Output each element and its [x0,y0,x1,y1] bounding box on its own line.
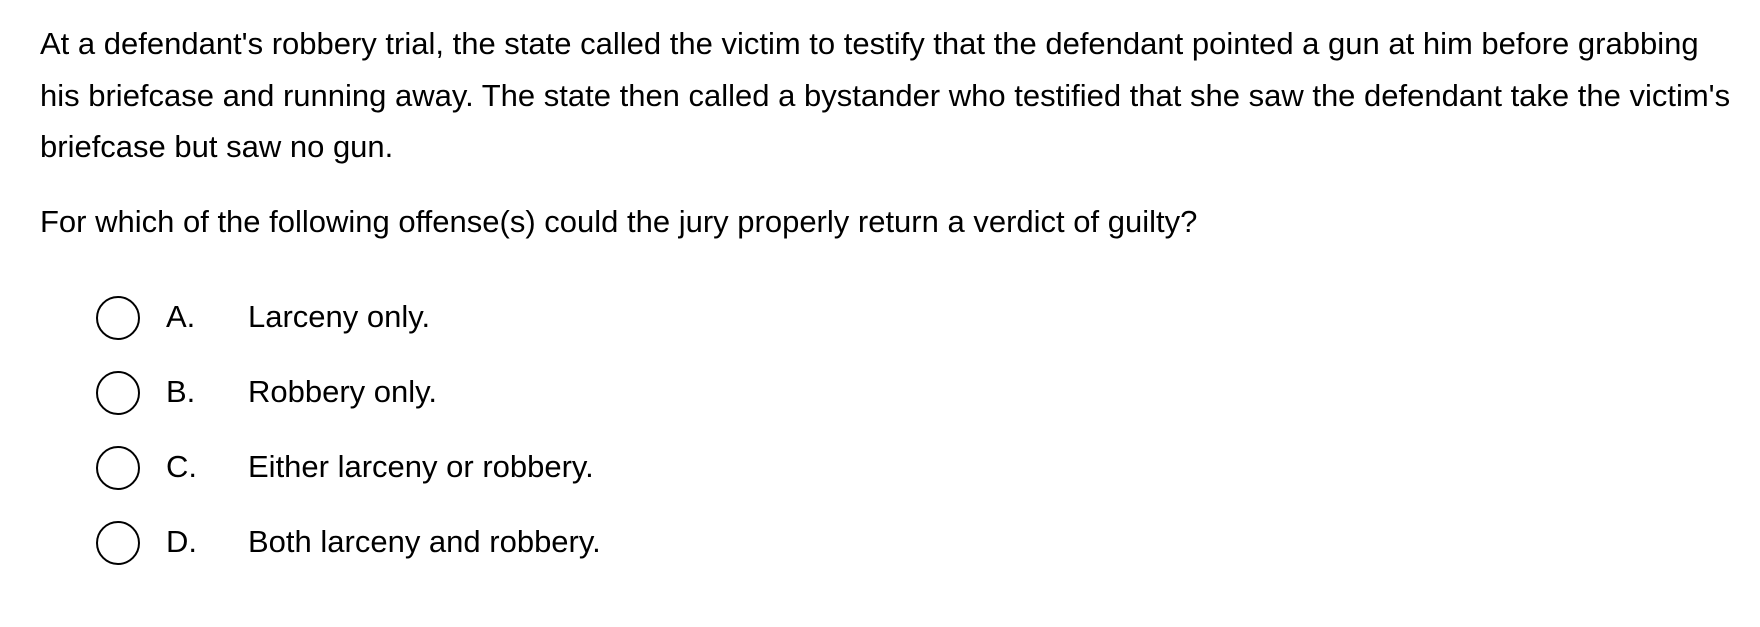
radio-button-a[interactable] [96,296,140,340]
option-letter-b: B. [166,374,196,409]
option-c[interactable] [96,441,601,516]
option-b[interactable] [96,366,601,441]
option-text-c: Either larceny or robbery. [248,449,594,484]
option-d[interactable] [96,516,601,591]
option-text-b: Robbery only. [248,374,437,409]
answer-options [96,291,601,591]
question-prompt: For which of the following offense(s) could the jury properly return a verdict of guilty? [40,204,1198,239]
option-letter-d: D. [166,524,197,559]
option-letter-a: A. [166,299,196,334]
question-stem: At a defendant's robbery trial, the state called the victim to testify that the defendant pointed a gun at him before grabbing his briefcase and running away. The state then called a bystander who testified that she saw the defendant take the victim's briefcase but saw no gun. [40,26,1731,164]
option-text-d: Both larceny and robbery. [248,524,601,559]
option-text-a: Larceny only. [248,299,431,334]
option-letter-c: C. [166,449,197,484]
radio-button-c[interactable] [96,446,140,490]
radio-button-b[interactable] [96,371,140,415]
option-a[interactable] [96,291,601,366]
radio-button-d[interactable] [96,521,140,565]
